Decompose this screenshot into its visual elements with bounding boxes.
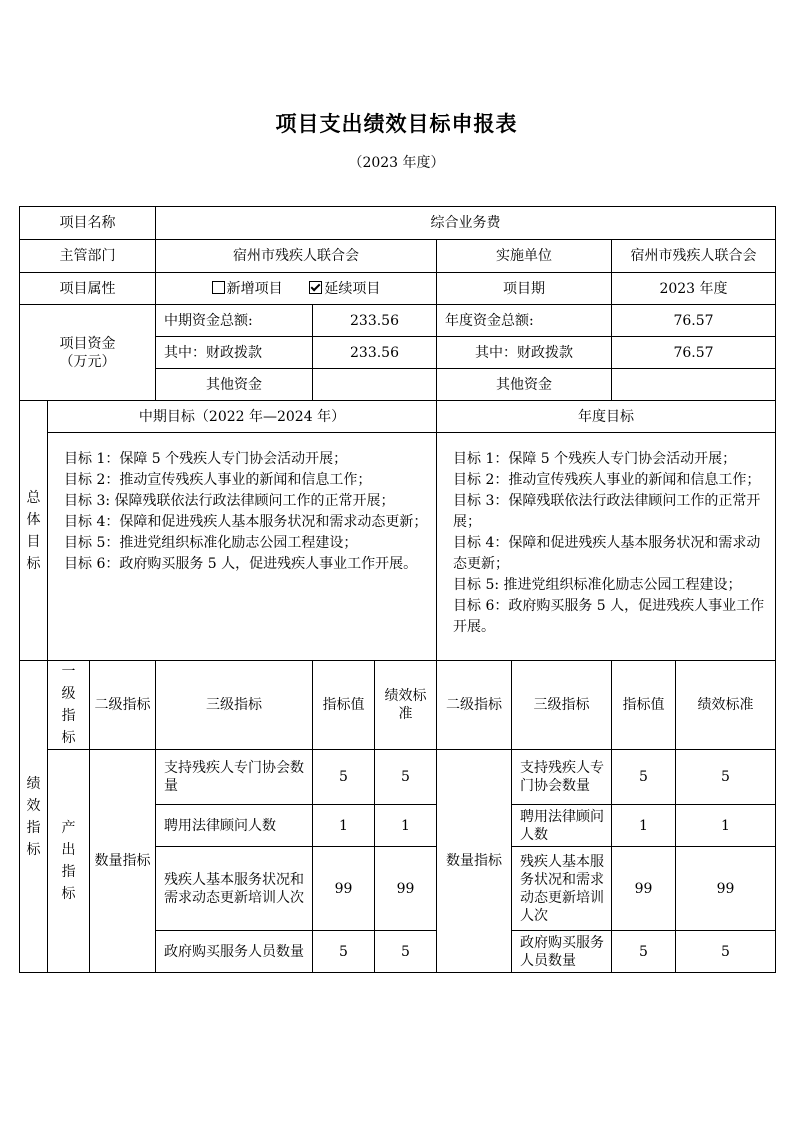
mid-goal-item: 目标 1：保障 5 个残疾人专门协会活动开展；	[64, 451, 348, 467]
indicator-standard-right: 5	[676, 931, 776, 973]
indicator-name-right: 残疾人基本服务状况和需求动态更新培训人次	[512, 847, 612, 931]
indicator-name-right: 聘用法律顾问人数	[512, 805, 612, 847]
indicator-standard: 5	[375, 931, 437, 973]
indicator-standard-right: 1	[676, 805, 776, 847]
annual-fiscal-value: 76.57	[612, 337, 776, 369]
indicator-value-right: 99	[612, 847, 676, 931]
mid-fiscal-value: 233.56	[313, 337, 437, 369]
page-title: 项目支出绩效目标申报表	[275, 111, 518, 136]
annual-goals-list	[437, 433, 776, 661]
mid-goals-header: 中期目标（2022 年—2024 年）	[48, 401, 437, 433]
attr-label: 项目属性	[20, 273, 156, 305]
header-level3: 三级指标	[156, 661, 313, 750]
project-name-value: 综合业务费	[156, 207, 776, 240]
dept-label: 主管部门	[20, 240, 156, 273]
indicator-name: 政府购买服务人员数量	[156, 931, 313, 973]
performance-goal-table	[19, 206, 776, 973]
year-subtitle: （2023 年度）	[348, 155, 445, 171]
new-project-checkbox-icon	[212, 281, 225, 294]
indicator-value: 1	[313, 805, 375, 847]
annual-total-label: 年度资金总额:	[437, 305, 612, 337]
continued-project-label: 延续项目	[324, 280, 381, 297]
indicator-name: 残疾人基本服务状况和需求动态更新培训人次	[156, 847, 313, 931]
annual-goal-item: 目标 3：保障残联依法行政法律顾问工作的正常开展；	[453, 493, 761, 530]
mid-goal-item: 目标 3: 保障残联依法行政法律顾问工作的正常开展；	[64, 493, 395, 509]
annual-goal-item: 目标 1：保障 5 个残疾人专门协会活动开展；	[453, 451, 737, 467]
impl-value: 宿州市残疾人联合会	[612, 240, 776, 273]
mid-fiscal-label: 其中：财政拨款	[156, 337, 313, 369]
mid-goal-item: 目标 2：推动宣传残疾人事业的新闻和信息工作；	[64, 472, 372, 488]
annual-goals-header: 年度目标	[437, 401, 776, 433]
indicator-value: 5	[313, 750, 375, 805]
header-level3-right: 三级指标	[512, 661, 612, 750]
other-funds-label: 其他资金	[156, 369, 313, 401]
indicator-name-right: 政府购买服务人员数量	[512, 931, 612, 973]
header-standard: 绩效标准	[375, 661, 437, 750]
attr-options	[156, 273, 437, 305]
header-level1: 一级指标	[48, 661, 90, 750]
overall-goals-label: 总体目标	[20, 401, 48, 661]
header-level2: 二级指标	[90, 661, 156, 750]
annual-total-value: 76.57	[612, 305, 776, 337]
indicator-name: 支持残疾人专门协会数量	[156, 750, 313, 805]
dept-value: 宿州市残疾人联合会	[156, 240, 437, 273]
indicator-standard: 5	[375, 750, 437, 805]
indicator-value: 5	[313, 931, 375, 973]
indicator-name: 聘用法律顾问人数	[156, 805, 313, 847]
indicator-value: 99	[313, 847, 375, 931]
header-value-right: 指标值	[612, 661, 676, 750]
indicator-name-right: 支持残疾人专门协会数量	[512, 750, 612, 805]
mid-goal-item: 目标 4：保障和促进残疾人基本服务状况和需求动态更新；	[64, 514, 428, 530]
indicator-standard: 99	[375, 847, 437, 931]
impl-label: 实施单位	[437, 240, 612, 273]
indicators-label: 绩效指标	[20, 661, 48, 973]
new-project-label: 新增项目	[226, 280, 283, 297]
funding-label: 项目资金 （万元）	[20, 305, 156, 401]
indicator-standard-right: 5	[676, 750, 776, 805]
header-level2-right: 二级指标	[437, 661, 512, 750]
indicator-standard-right: 99	[676, 847, 776, 931]
annual-goal-item: 目标 6：政府购买服务 5 人，促进残疾人事业工作开展。	[453, 598, 765, 635]
mid-goal-item: 目标 6：政府购买服务 5 人，促进残疾人事业工作开展。	[64, 556, 418, 572]
other-funds-mid-value	[313, 369, 437, 401]
header-value: 指标值	[313, 661, 375, 750]
annual-goal-item: 目标 4：保障和促进残疾人基本服务状况和需求动态更新；	[453, 535, 761, 572]
other-funds-label-2: 其他资金	[437, 369, 612, 401]
mid-goals-list	[48, 433, 437, 661]
indicator-value-right: 5	[612, 750, 676, 805]
continued-project-checkbox-icon	[309, 281, 322, 294]
header-standard-right: 绩效标准	[676, 661, 776, 750]
mid-total-value: 233.56	[313, 305, 437, 337]
quantity-indicators-label: 数量指标	[90, 750, 156, 973]
mid-goal-item: 目标 5：推进党组织标准化励志公园工程建设；	[64, 535, 358, 551]
annual-goal-item: 目标 2：推动宣传残疾人事业的新闻和信息工作；	[453, 472, 761, 488]
output-indicators-label: 产出指标	[48, 750, 90, 973]
indicator-standard: 1	[375, 805, 437, 847]
mid-total-label: 中期资金总额:	[156, 305, 313, 337]
annual-fiscal-label: 其中：财政拨款	[437, 337, 612, 369]
annual-goal-item: 目标 5: 推进党组织标准化励志公园工程建设；	[453, 577, 742, 593]
other-funds-annual-value	[612, 369, 776, 401]
quantity-indicators-label-right: 数量指标	[437, 750, 512, 973]
period-label: 项目期	[437, 273, 612, 305]
indicator-value-right: 1	[612, 805, 676, 847]
project-name-label: 项目名称	[20, 207, 156, 240]
indicator-value-right: 5	[612, 931, 676, 973]
period-value: 2023 年度	[612, 273, 776, 305]
